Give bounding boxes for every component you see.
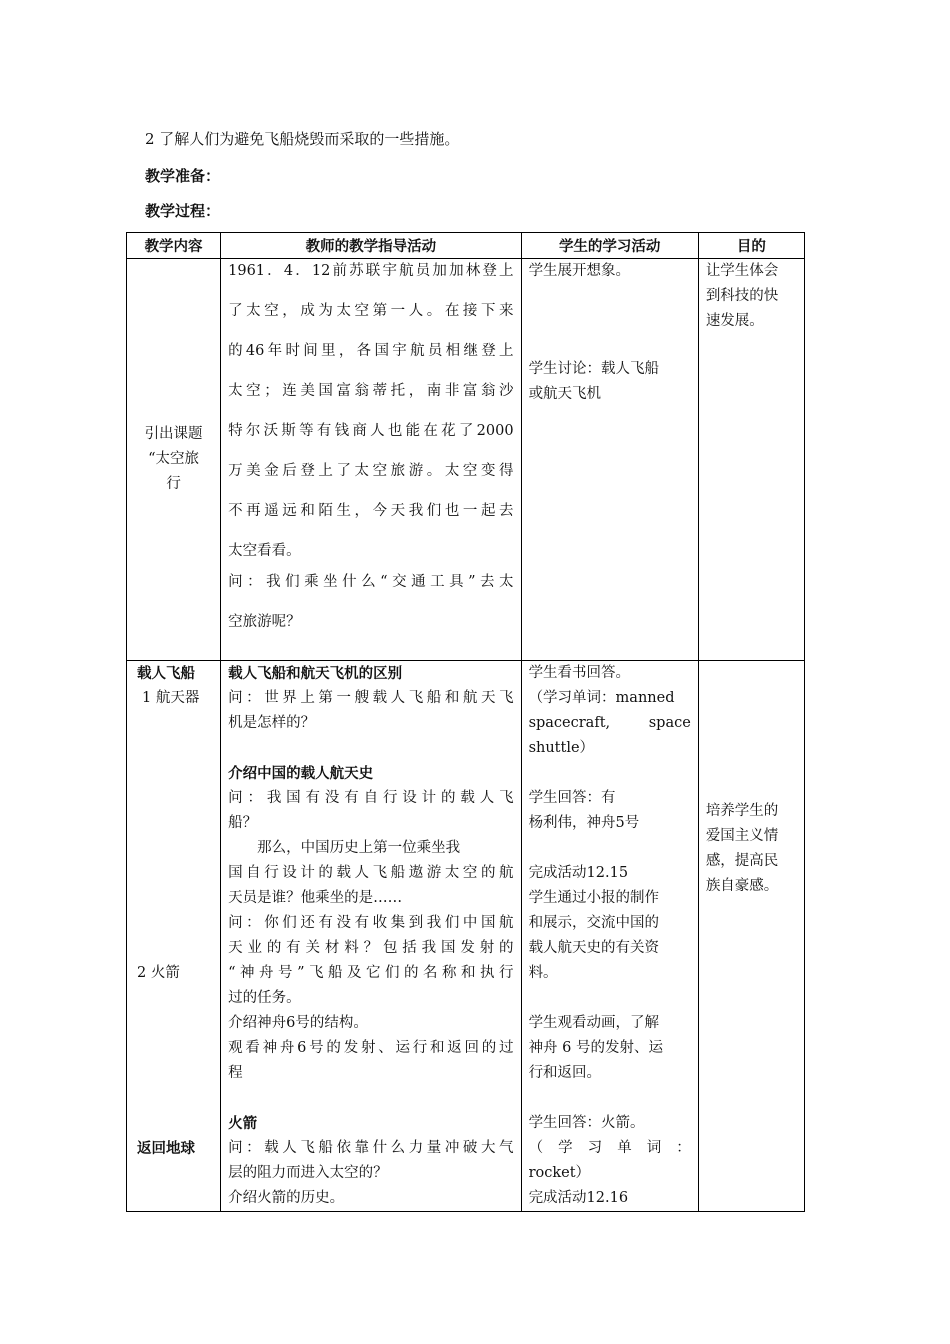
row2-student-line: 完成活动12.16 xyxy=(528,1190,629,1206)
row1-student-line: 学生讨论：载人飞船 xyxy=(528,361,660,377)
row2-student-line: rocket） xyxy=(528,1165,591,1181)
row2-content-title: 载人飞船 xyxy=(137,665,195,682)
row1-student-line: 学生展开想象。 xyxy=(528,263,631,279)
row1-teacher-line: 太空看看。 xyxy=(228,543,301,559)
row1-teacher-line: 特尔沃斯等有钱商人也能在花了2000 xyxy=(228,423,514,439)
row1-content-line: 引出课题 xyxy=(144,426,203,442)
header-purpose: 目的 xyxy=(698,233,804,259)
table-row xyxy=(127,661,805,1212)
row1-teacher-question: 问：我们乘坐什么“交通工具”去太 xyxy=(228,574,514,590)
row2-teacher-line: 天业的有关材料？包括我国发射的 xyxy=(228,940,514,956)
row1-purpose-cell xyxy=(698,259,804,661)
row2-teacher-heading: 火箭 xyxy=(228,1115,258,1132)
row2-teacher-line: 过的任务。 xyxy=(228,990,301,1006)
table-row xyxy=(127,259,805,661)
row2-content-cell xyxy=(127,661,221,1212)
row2-student-line: 杨利伟，神舟5号 xyxy=(528,815,640,831)
header-student-activity: 学生的学习活动 xyxy=(521,233,698,259)
row2-teacher-heading: 载人飞船和航天飞机的区别 xyxy=(228,665,403,682)
row2-purpose-line: 培养学生的 xyxy=(705,803,779,819)
row2-teacher-line: 船？ xyxy=(228,815,258,831)
row1-content-cell xyxy=(127,259,221,661)
row2-student-line: 载人航天史的有关资 xyxy=(528,940,660,956)
row1-teacher-line: 太空；连美国富翁蒂托，南非富翁沙 xyxy=(228,383,514,399)
row1-purpose-line: 速发展。 xyxy=(705,313,764,329)
row1-purpose-line: 到科技的快 xyxy=(705,288,779,304)
row2-content-item: 2 火箭 xyxy=(137,965,180,981)
row2-purpose-line: 族自豪感。 xyxy=(705,878,779,894)
row2-teacher-line: 观看神舟6号的发射、运行和返回的过 xyxy=(228,1040,514,1056)
objective-item-2: 2 了解人们为避免飞船烧毁而采取的一些措施。 xyxy=(145,130,460,148)
row2-content-item: 返回地球 xyxy=(137,1140,195,1157)
row1-teacher-line: 万美金后登上了太空旅游。太空变得 xyxy=(228,463,514,479)
row1-teacher-line: 的46年时间里，各国宇航员相继登上 xyxy=(228,343,514,359)
header-content: 教学内容 xyxy=(127,233,221,259)
row1-student-line: 或航天飞机 xyxy=(528,386,602,402)
row2-purpose-line: 感，提高民 xyxy=(705,853,779,869)
row2-student-line: （ 学 习 单 词 ： xyxy=(528,1140,691,1156)
row1-purpose-line: 让学生体会 xyxy=(705,263,779,279)
row2-student-line: 和展示，交流中国的 xyxy=(528,915,660,931)
row1-teacher-line: 了太空，成为太空第一人。在接下来 xyxy=(228,303,514,319)
row2-student-line: 学生回答：火箭。 xyxy=(528,1115,645,1131)
teaching-prep-label: 教学准备： xyxy=(145,167,221,185)
row2-teacher-line: “神舟号”飞船及它们的名称和执行 xyxy=(228,965,514,981)
row2-teacher-line: 层的阻力而进入太空的？ xyxy=(228,1165,388,1181)
row2-teacher-line: 介绍神舟6号的结构。 xyxy=(228,1015,368,1031)
row2-teacher-line: 问：世界上第一艘载人飞船和航天飞 xyxy=(228,690,514,706)
row1-content-line: 行 xyxy=(166,476,181,492)
row2-teacher-line: 那么，中国历史上第一位乘坐我 xyxy=(257,840,461,856)
row2-purpose-line: 爱国主义情 xyxy=(705,828,779,844)
row2-student-line: shuttle） xyxy=(528,740,595,756)
row2-teacher-line: 天员是谁？他乘坐的是…… xyxy=(228,890,403,906)
row2-student-line: 神舟 6 号的发射、运 xyxy=(528,1040,664,1056)
header-teacher-activity: 教师的教学指导活动 xyxy=(221,233,521,259)
row2-student-line: （学习单词：manned xyxy=(528,690,675,706)
row2-student-line: 完成活动12.15 xyxy=(528,865,629,881)
row1-teacher-question: 空旅游呢？ xyxy=(228,614,301,630)
row2-teacher-line: 介绍火箭的历史。 xyxy=(228,1190,345,1206)
row2-teacher-heading: 介绍中国的载人航天史 xyxy=(228,765,374,782)
row2-teacher-line: 机是怎样的？ xyxy=(228,715,316,731)
row1-teacher-line: 不再遥远和陌生，今天我们也一起去 xyxy=(228,503,514,519)
lesson-plan-table xyxy=(126,232,805,1212)
row2-teacher-line: 问：我国有没有自行设计的载人飞 xyxy=(228,790,514,806)
row2-student-cell xyxy=(521,661,698,1212)
row2-student-line: 学生观看动画，了解 xyxy=(528,1015,660,1031)
row2-purpose-cell xyxy=(698,661,804,1212)
row2-student-line: 行和返回。 xyxy=(528,1065,602,1081)
row1-teacher-line: 1961．4．12前苏联宇航员加加林登上 xyxy=(228,263,514,279)
row2-teacher-line: 国自行设计的载人飞船遨游太空的航 xyxy=(228,865,514,881)
row1-content-line: “太空旅 xyxy=(148,451,200,467)
row2-content-item: 1 航天器 xyxy=(142,690,200,706)
row1-teacher-cell xyxy=(221,259,521,661)
row2-teacher-line: 程 xyxy=(228,1065,243,1081)
row2-teacher-line: 问：你们还有没有收集到我们中国航 xyxy=(228,915,514,931)
row2-student-line: 学生回答：有 xyxy=(528,790,616,806)
teaching-process-label: 教学过程： xyxy=(145,202,221,220)
row2-student-line: spacecraft, space xyxy=(528,715,691,731)
row2-student-line: 学生看书回答。 xyxy=(528,665,631,681)
table-header-row xyxy=(127,233,805,259)
row2-teacher-cell xyxy=(221,661,521,1212)
row2-student-line: 料。 xyxy=(528,965,558,981)
row2-teacher-line: 问：载人飞船依靠什么力量冲破大气 xyxy=(228,1140,514,1156)
row2-student-line: 学生通过小报的制作 xyxy=(528,890,660,906)
row1-student-cell xyxy=(521,259,698,661)
